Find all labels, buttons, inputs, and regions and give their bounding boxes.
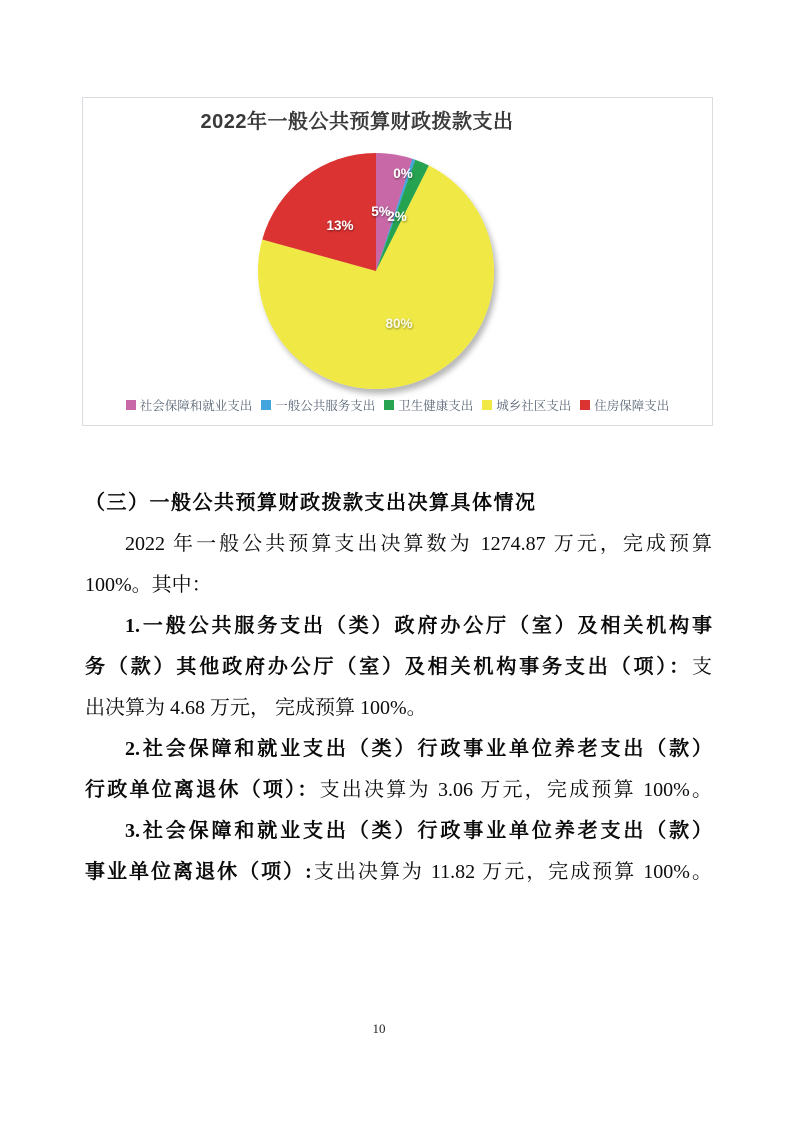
legend-label: 卫生健康支出: [398, 399, 474, 413]
budget-item-detail: 100%。其中：: [85, 574, 212, 596]
budget-item-detail: 支出决算为 3.06 万元，完成预算 100%。: [319, 779, 712, 801]
text-line: [85, 811, 712, 852]
legend-item: [261, 396, 375, 414]
budget-item-name: 事业单位离退休（项）:: [85, 861, 312, 883]
legend-swatch: [261, 400, 271, 410]
legend-swatch: [126, 400, 136, 410]
legend-label: 住房保障支出: [594, 399, 670, 413]
slice-label: 2%: [387, 209, 407, 224]
budget-item-detail: 出决算为 4.68 万元， 完成预算 100%。: [85, 697, 427, 719]
budget-item-detail: 2022 年一般公共预算支出决算数为 1274.87 万元，完成预算: [125, 533, 712, 555]
legend-label: 社会保障和就业支出: [139, 399, 253, 413]
chart-legend: [83, 396, 712, 414]
section-heading: （三）一般公共预算财政拨款支出决算具体情况: [85, 492, 537, 514]
text-line: [85, 565, 712, 606]
legend-label: 城乡社区支出: [496, 399, 572, 413]
paragraph: [85, 606, 712, 729]
document-body: [85, 483, 712, 893]
legend-label: 一般公共服务支出: [275, 399, 376, 413]
budget-item-name: 3.社会保障和就业支出（类）行政事业单位养老支出（款）: [125, 820, 712, 842]
slice-label: 13%: [326, 218, 354, 233]
legend-swatch: [384, 400, 394, 410]
legend-item: [384, 396, 473, 414]
text-line: [85, 688, 712, 729]
budget-item-name: 务（款）其他政府办公厅（室）及相关机构事务支出（项）：: [85, 656, 692, 678]
legend-swatch: [482, 400, 492, 410]
budget-item-detail: 支出决算为 11.82 万元，完成预算 100%。: [311, 861, 712, 883]
text-line: [85, 729, 712, 770]
budget-item-detail: 支: [692, 656, 712, 678]
text-line: [85, 647, 712, 688]
chart-title: 2022年一般公共预算财政拨款支出: [200, 111, 514, 133]
paragraph: [85, 524, 712, 606]
legend-item: [482, 396, 571, 414]
slice-label: 80%: [385, 316, 413, 331]
slice-label: 0%: [393, 166, 413, 181]
legend-swatch: [580, 400, 590, 410]
text-line: [85, 852, 712, 893]
legend-item: [580, 396, 669, 414]
budget-item-name: 2.社会保障和就业支出（类）行政事业单位养老支出（款）: [125, 738, 712, 760]
legend-item: [126, 396, 253, 414]
paragraph: [85, 811, 712, 893]
paragraph: [85, 729, 712, 811]
text-line: [85, 606, 712, 647]
paragraphs: [85, 524, 712, 893]
budget-item-name: 行政单位离退休（项）：: [85, 779, 320, 801]
page-number: 10: [372, 1021, 386, 1036]
text-line: [85, 770, 712, 811]
text-line: [85, 524, 712, 565]
pie-chart: [83, 98, 712, 425]
pie-chart-container: [82, 97, 713, 426]
budget-item-name: 1.一般公共服务支出（类）政府办公厅（室）及相关机构事: [125, 615, 712, 637]
slice-label: 5%: [371, 204, 391, 219]
